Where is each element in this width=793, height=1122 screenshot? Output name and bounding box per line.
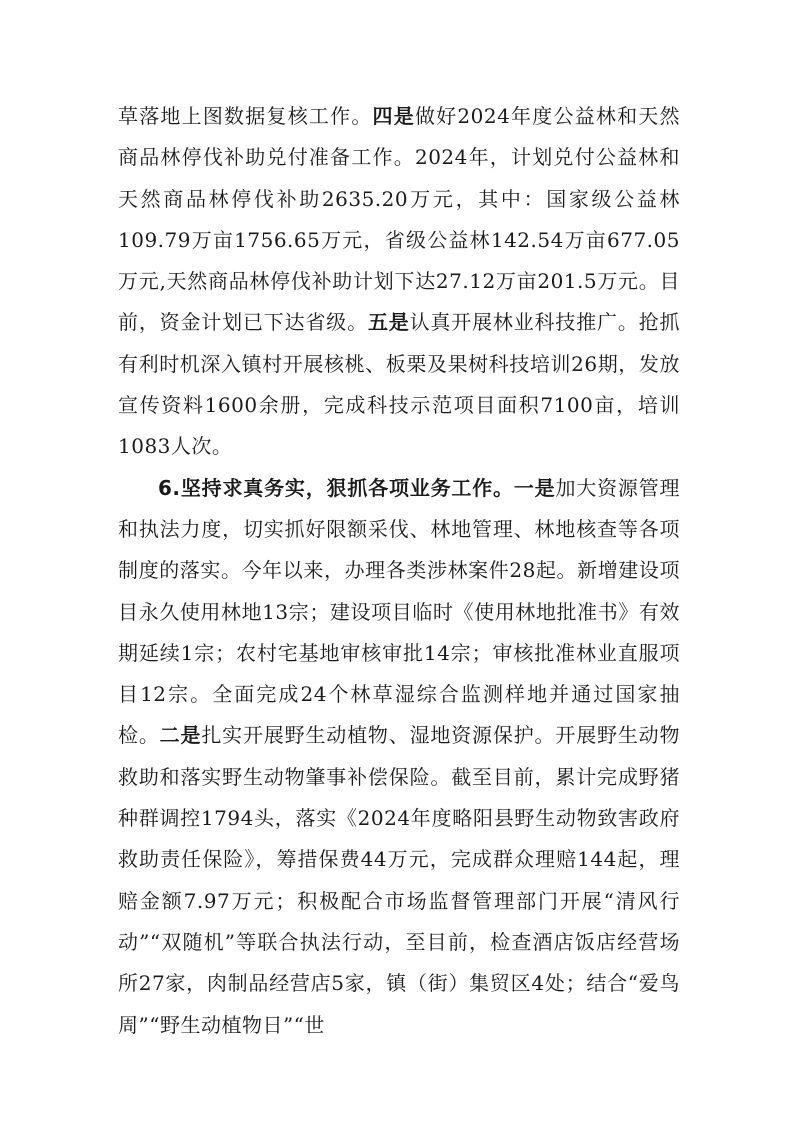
point-marker-one: 一是 — [513, 475, 556, 500]
document-body — [118, 96, 680, 1046]
paragraph-business-work — [118, 468, 680, 1046]
point-marker-two: 二是 — [159, 723, 202, 748]
paragraph-text: 加大资源管理和执法力度，切实抓好限额采伐、林地管理、林地核查等各项制度的落实。今年以来，办理各类涉林案件28起。新增建设项目永久使用林地13宗；建设项目临时《使用林地批准书》有效期延续1宗；农村宅基地审核审批14宗；审核批准林业直服项目12宗。全面完成24个林草湿综合监测样地并通过国家抽检。 — [118, 475, 681, 748]
paragraph-text: 扎实开展野生动植物、湿地资源保护。开展野生动物救助和落实野生动物肇事补偿保险。截至目前，累计完成野猪种群调控1794头，落实《2024年度略阳县野生动物致害政府救助责任保险》，筹措保费44万元，完成群众理赔144起，理赔金额7.97万元；积极配合市场监督管理部门开展“清风行动”“双随机”等联合执法行动，至目前，检查酒店饭店经营场所27家，肉制品经营店5家，镇（街）集贸区4处；结合“爱鸟周”“野生动植物日”“世 — [118, 723, 681, 1037]
paragraph-text: 草落地上图数据复核工作。 — [118, 104, 373, 128]
paragraph-text: 认真开展林业科技推广。抢抓有利时机深入镇村开展核桃、板栗及果树科技培训26期，发放宣传资料1600余册，完成科技示范项目面积7100亩，培训1083人次。 — [118, 310, 681, 459]
point-marker-four: 四是 — [372, 104, 415, 128]
section-heading: 6.坚持求真务实，狠抓各项业务工作。 — [158, 475, 514, 500]
paragraph-text: 做好2024年度公益林和天然商品林停伐补助兑付准备工作。2024年，计划兑付公益林和天然商品林停伐补助2635.20万元，其中：国家级公益林109.79万亩1756.65万元，省级公益林142.54万亩677.05万元,天然商品林停伐补助计划下达27.12万亩201.5万元。目前，资金计划已下达省级。 — [118, 104, 681, 335]
point-marker-five: 五是 — [367, 310, 410, 335]
paragraph-forestry-subsidy — [118, 96, 680, 468]
